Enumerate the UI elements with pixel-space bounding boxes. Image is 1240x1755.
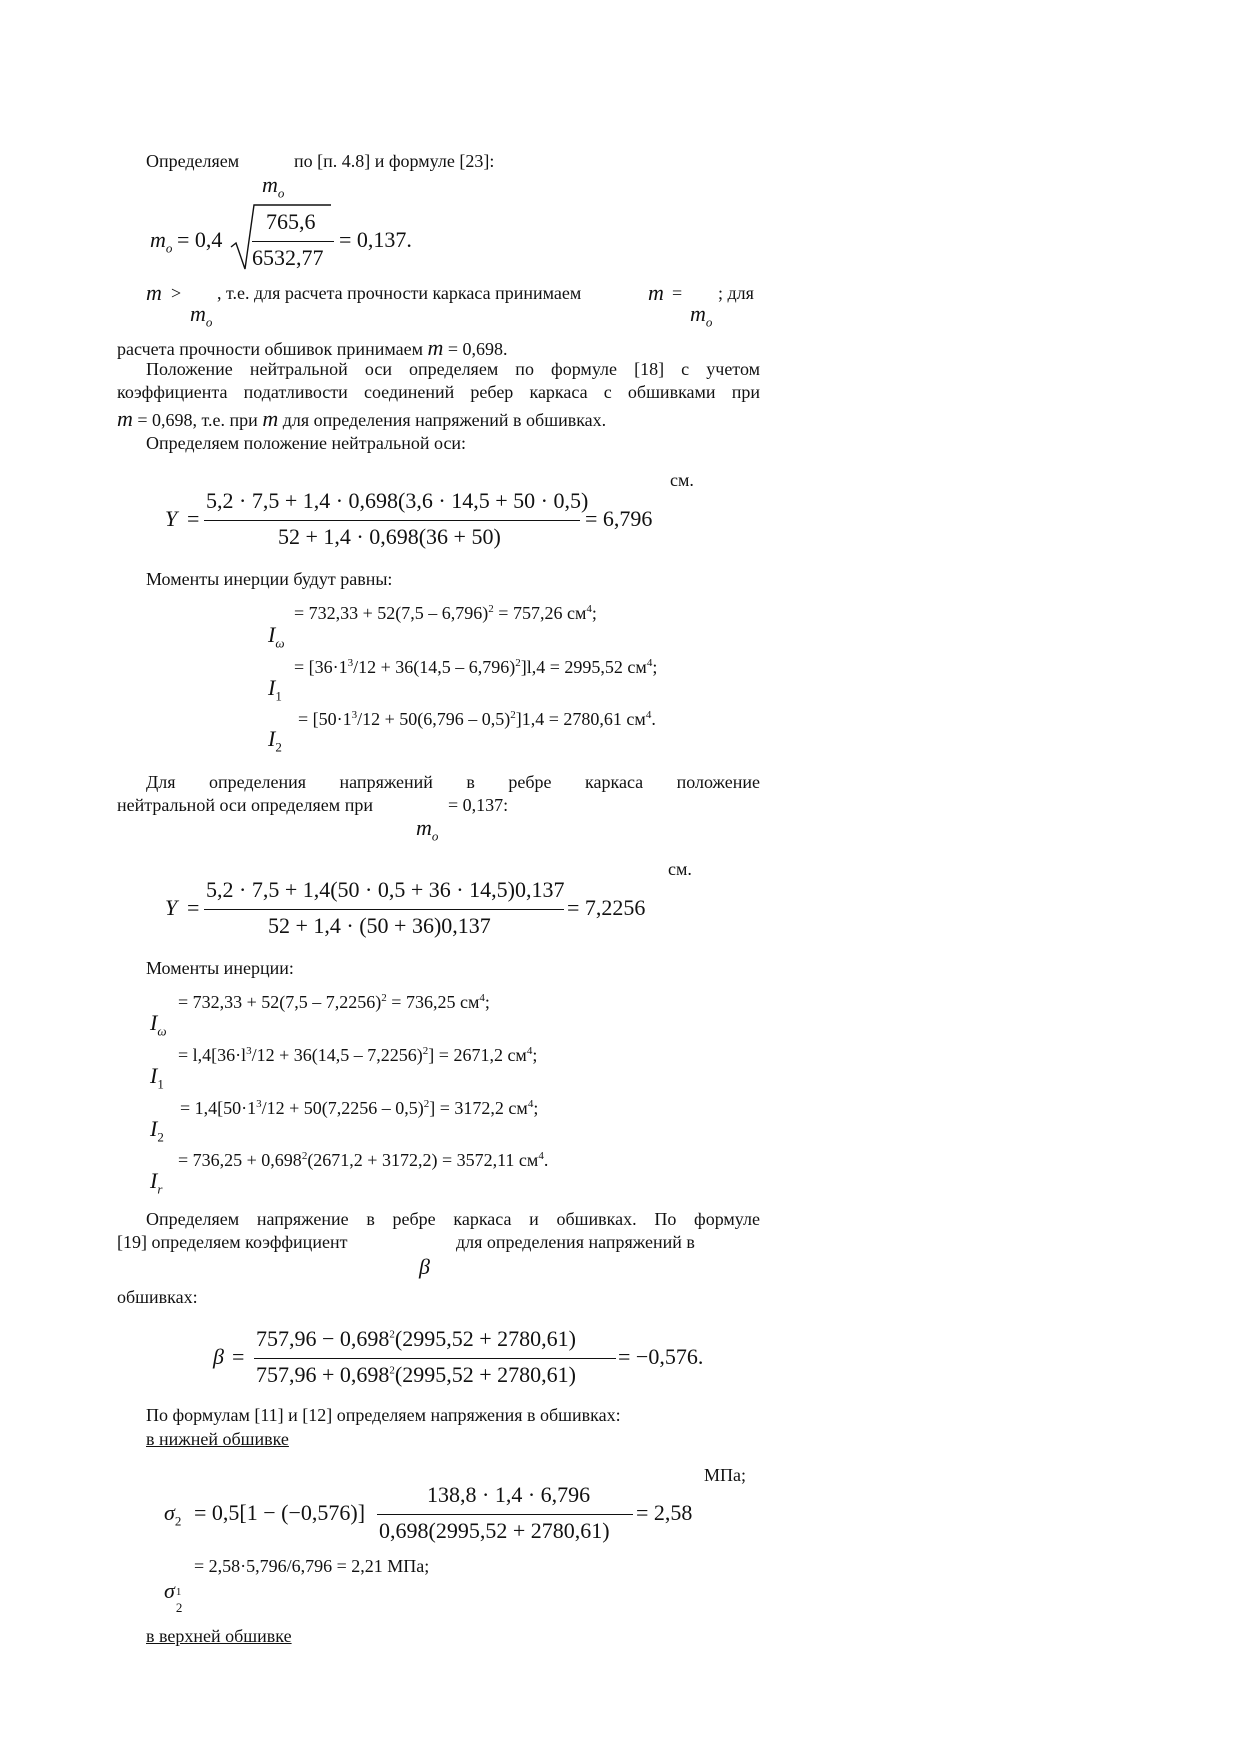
- p6-symbol-m-o: $m_o$: [416, 815, 439, 844]
- heading-lower-sheathing: в нижней обшивке: [146, 1429, 289, 1449]
- symbol-m-o: $m_o$: [262, 172, 285, 201]
- eq4-result: = −0,576.: [618, 1344, 704, 1369]
- inertia1-row-1: = 732,33 + 52(7,5 – 6,796)$^2$ = 757,26 $см^4$;: [294, 603, 597, 623]
- p2-symbol-m-o-2: $m_o$: [690, 301, 713, 330]
- inertia1-symbol-1: $I_\omega$: [268, 622, 285, 651]
- eq1-denominator: 6532,77: [252, 245, 324, 270]
- p6-line2-end: = 0,137:: [448, 795, 509, 815]
- inertia2-row-2: = $l,4[36\cdot l^3/12 + 36(14,5 - 7,2256)^2] = 2671,2$ $см^4$;: [178, 1045, 538, 1065]
- paragraph-3: Положение нейтральной оси определяем по формуле [18] с учетом коэффициента податливости соединений ребер каркаса с обшивками при: [117, 359, 760, 402]
- eq3-denominator: 52 + 1,4 · (50 + 36)0,137: [268, 913, 491, 938]
- inertia1-symbol-3: $I_2$: [268, 726, 282, 755]
- eq2-denominator: 52 + 1,4 · 0,698(36 + 50): [278, 524, 501, 549]
- eq5-lhs: $\sigma_2$: [164, 1500, 182, 1529]
- eq5-denominator: 0,698(2995,52 + 2780,61): [379, 1518, 610, 1543]
- eq2-result: = 6,796: [585, 506, 653, 531]
- eq3-numerator: 5,2 · 7,5 + 1,4(50 · 0,5 + 36 · 14,5)0,137: [206, 877, 565, 902]
- p2-line1-text: , т.е. для расчета прочности каркаса принимаем: [217, 283, 582, 303]
- eq1-result: = 0,137.: [339, 227, 412, 252]
- eq4-denominator: $757,96 + 0,698^2(2995,52 + 2780,61)$: [256, 1362, 576, 1387]
- eq4-eq: =: [232, 1344, 245, 1369]
- paragraph-7: Моменты инерции:: [146, 958, 294, 978]
- eq3-result: = 7,2256: [567, 895, 646, 920]
- p8-line2-end: для определения напряжений в: [456, 1232, 695, 1252]
- paragraph-4: Определяем положение нейтральной оси:: [146, 433, 467, 453]
- eq3-eq: =: [187, 895, 200, 920]
- p2-gt: >: [171, 283, 182, 303]
- p2-m: m: [146, 280, 162, 305]
- eq2-unit: см.: [670, 470, 694, 490]
- inertia2-symbol-2: $I_1$: [150, 1063, 164, 1092]
- inertia1-row-2: = $[36\cdot 1^3/12 + 36(14,5 - 6,796)^2]l,4 = 2995,52$ $см^4$;: [294, 657, 658, 677]
- p8-line3: обшивках:: [117, 1287, 198, 1307]
- eq4-fraction-bar: [254, 1358, 616, 1359]
- heading-upper-sheathing: в верхней обшивке: [146, 1626, 292, 1646]
- p2-symbol-m-o-1: $m_o$: [190, 301, 213, 330]
- paragraph-1-start: Определяем: [146, 151, 240, 171]
- paragraph-8: Определяем напряжение в ребре каркаса и обшивках. По формуле: [146, 1209, 760, 1229]
- inertia2-row-4: = $736,25 + 0,698^2(2671,2 + 3172,2) = 3572,11$ $см^4$.: [178, 1150, 549, 1170]
- eq5-numerator: 138,8 · 1,4 · 6,796: [427, 1482, 591, 1507]
- inertia2-row-3: = $1,4[50\cdot 1^3/12 + 50(7,2256 - 0,5)^2] = 3172,2$ $см^4$;: [180, 1098, 539, 1118]
- eq3-fraction-bar: [204, 909, 564, 910]
- sigma2-prime-row: = 2,58·5,796/6,796 = 2,21 МПа;: [194, 1556, 430, 1576]
- eq3-lhs: Y: [165, 895, 178, 920]
- inertia2-symbol-3: $I_2$: [150, 1116, 164, 1145]
- paragraph-6: Для определения напряжений в ребре каркаса положение: [146, 772, 760, 792]
- eq4-lhs: β: [213, 1344, 224, 1369]
- inertia2-symbol-1: $I_\omega$: [150, 1010, 167, 1039]
- eq2-eq: =: [187, 506, 200, 531]
- eq5-coef: = 0,5[1 − (−0,576)]: [194, 1500, 366, 1525]
- eq2-lhs: Y: [165, 506, 178, 531]
- p2-eq: =: [672, 283, 683, 303]
- eq2-numerator: 5,2 · 7,5 + 1,4 · 0,698(3,6 · 14,5 + 50 · 0,5): [206, 488, 589, 513]
- p2-m2: m: [648, 280, 664, 305]
- p8-line2-start: [19] определяем коэффициент: [117, 1232, 348, 1252]
- inertia2-row-1: = 732,33 + 52(7,5 – 7,2256)$^2$ = 736,25 $см^4$;: [178, 992, 490, 1012]
- paragraph-9: По формулам [11] и [12] определяем напряжения в обшивках:: [146, 1405, 621, 1425]
- p2-line2: расчета прочности обшивок принимаем m = 0,698.: [117, 335, 508, 360]
- eq1-coef: = 0,4: [177, 227, 223, 252]
- paragraph-1-end: по [п. 4.8] и формуле [23]:: [294, 151, 495, 171]
- eq5-result: = 2,58: [636, 1500, 693, 1525]
- eq1-numerator: 765,6: [266, 209, 316, 234]
- p8-symbol-beta: β: [419, 1254, 430, 1279]
- inertia1-row-3: = $[50\cdot 1^3/12 + 50(6,796 - 0,5)^2]1,4 = 2780,61$ $см^4$.: [298, 709, 656, 729]
- eq3-unit: см.: [668, 859, 692, 879]
- inertia2-symbol-4: $I_r$: [150, 1168, 163, 1197]
- eq5-unit: МПа;: [704, 1465, 746, 1485]
- p6-line2-start: нейтральной оси определяем при: [117, 795, 373, 815]
- eq1-fraction-bar: [252, 241, 334, 242]
- sigma2-prime-symbol: σ 1 2: [164, 1578, 183, 1615]
- eq1-lhs: $m_o$: [150, 227, 173, 256]
- paragraph-5: Моменты инерции будут равны:: [146, 569, 393, 589]
- p2-line1-end: ; для: [718, 283, 754, 303]
- inertia1-symbol-2: $I_1$: [268, 675, 282, 704]
- p3-line3: m = 0,698, т.е. при m для определения напряжений в обшивках.: [117, 406, 607, 431]
- eq2-fraction-bar: [204, 520, 580, 521]
- eq4-numerator: $757,96 - 0,698^2(2995,52 + 2780,61)$: [256, 1326, 576, 1351]
- eq5-fraction-bar: [377, 1514, 633, 1515]
